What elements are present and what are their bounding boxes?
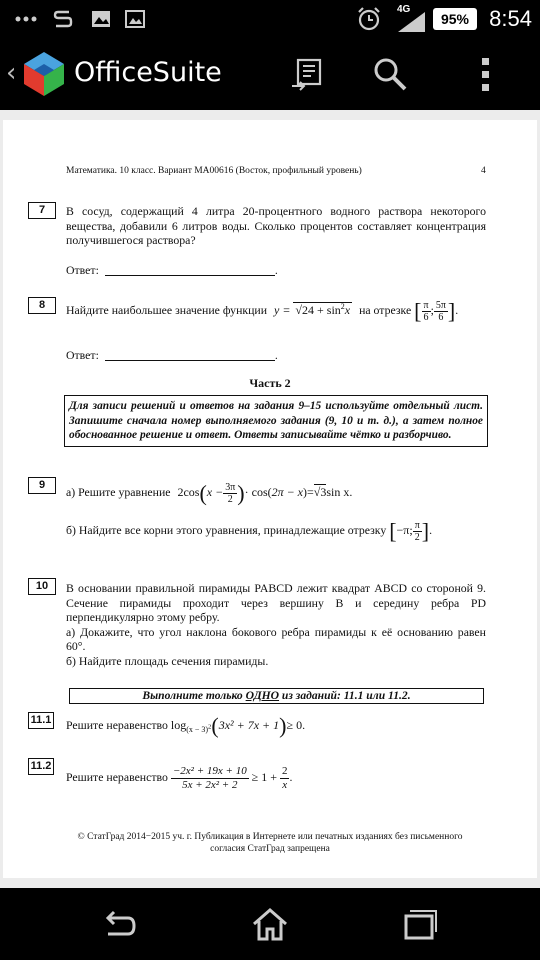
only-word: ОДНО [245,689,280,702]
task-9a-label: а) Решите уравнение [66,485,171,500]
middle: · cos [244,485,268,500]
status-bar [0,0,540,38]
task-8-text: Найдите наибольшее значение функции $y = √24 + \sin^2x$ на отрезке [ $\frac{\pi}{6}$ ; $\frac{5\pi}{6}$ ]. [66,298,459,324]
frac-den: x [282,779,288,791]
navigation-bar [0,888,540,960]
interval-b [434,300,448,323]
frac-den: 2 [414,532,420,543]
task-9b: б) Найдите все корни этого уравнения, принадлежащие отрезку [−π; $\frac{\pi}{2}$ ]. [66,518,433,544]
choose-one-banner [69,688,484,704]
page-number: 4 [481,166,486,176]
officesuite-logo[interactable] [20,50,68,98]
ineq-frac [171,765,249,792]
only-after: из заданий: 11.1 или 11.2. [279,689,411,702]
copyright-footer [3,831,537,855]
task-number-11-1: 11.1 [28,712,54,729]
frac-num: 2 [281,765,288,777]
home-icon[interactable] [250,906,290,942]
document-view-icon[interactable] [288,54,328,94]
tail: ≥ 0. [286,718,306,732]
middle: ≥ 1 + [251,770,278,785]
task-10-line3: б) Найдите площадь сечения пирамиды. [66,653,269,668]
interval-b-den: 6 [438,312,444,323]
recent-apps-icon[interactable] [400,906,440,942]
task-8-mid: на отрезке [359,303,412,318]
b-left: −π; [396,523,413,538]
signal-icon [398,12,426,32]
app-title: OfficeSuite [74,57,222,88]
period: . [289,770,293,785]
func-var: x [344,303,351,318]
frac-3pi-2 [223,482,237,505]
tail: sin x. [326,485,353,500]
up-navigation-icon[interactable]: ‹ [6,58,17,88]
document-page[interactable] [3,120,537,878]
log-base [186,725,211,734]
task-7-answer: Ответ: . [66,263,278,277]
task-number-9: 9 [28,477,56,494]
frac-num: 3π [225,482,236,493]
task-7-text: В сосуд, содержащий 4 литра 20-процентного водного раствора некоторого вещества, добавили 6 литров воды. Сколько процентов составляет концентрация получившегося раствора? [66,204,486,247]
sqrt3: 3 [320,485,327,500]
arg2: 2π − x [271,485,303,500]
task-8-answer: Ответ: . [66,348,278,362]
answer-label: Ответ: [66,348,99,362]
clock: 8:54 [489,6,532,31]
log-arg: 3x² + 7x + 1 [218,718,280,732]
gallery-icon [124,9,146,29]
frac-den: 2 [227,494,233,505]
log-base-exp: 2 [208,723,212,731]
instruction-box: Для записи решений и ответов на задания 9–15 используйте отдельный лист. Запишите сначала номер выполняемого задания (9, 10 и т. д.), а затем полное обоснованное решение и ответ. Ответы записывайте чётко и разборчиво. [64,395,488,447]
app-bar [0,38,540,110]
task-number-8: 8 [28,297,56,314]
back-icon[interactable] [100,906,140,942]
func-exp: 2 [340,302,345,312]
task-number-11-2: 11.2 [28,758,54,775]
search-icon[interactable] [370,54,410,94]
alarm-icon [356,6,382,32]
task-9a: а) Решите уравнение 2cos(x − $\frac{3\pi}{2}$ )· cos(2π − x)=√3sin x. [66,480,353,506]
task-11-2 [66,765,486,792]
log-base-text: (x − 3) [186,725,209,735]
answer-label: Ответ: [66,263,99,277]
document-viewer[interactable] [0,110,540,888]
part-title: Часть 2 [249,376,291,390]
task-11-1-label: Решите неравенство [66,718,168,732]
func-sqrt: $√24 + \sin^2x$ [295,302,351,318]
task-11-2-label: Решите неравенство [66,770,168,785]
task-9b-label: б) Найдите все корни этого уравнения, принадлежащие отрезку [66,523,387,538]
interval-a-num: π [423,300,429,311]
interval-a-den: 6 [423,312,429,323]
task-10-line2: а) Докажите, что угол наклона бокового ребра пирамиды к её основанию равен 60°. [66,624,486,653]
task-10-text [66,581,486,668]
task-11-1: Решите неравенство $\log_{(x - 3)^2}(3x^2 + 7x + 1)\ge 0$. [66,713,306,739]
func-lhs: y = [274,303,291,318]
overflow-menu-icon[interactable] [466,54,506,94]
frac-num: π [414,520,420,531]
task-number-7: 7 [28,202,56,219]
log: log [170,718,187,732]
network-type: 4G [397,4,411,15]
footer-line1: © СтатГрад 2014−2015 уч. г. Публикация в Интернете или печатных изданиях без письменного [77,832,463,842]
coef: 2cos [177,485,200,500]
battery-indicator: 95% [433,8,477,30]
task-number-10: 10 [28,578,56,595]
inner: x − [206,485,224,500]
task-8-prefix: Найдите наибольшее значение функции [66,303,268,318]
period: . [455,303,459,318]
period: . [429,523,433,538]
interval-b-num: 5π [435,300,446,311]
frac-den: 5x + 2x² + 2 [182,779,238,791]
frac-num: −2x² + 19x + 10 [172,765,247,777]
image-icon [90,9,112,29]
only-before: Выполните только [142,689,246,702]
ellipsis-icon [14,9,38,29]
page-header: Математика. 10 класс. Вариант MA00616 (Восток, профильный уровень) [66,166,362,176]
func-radicand: 24 + sin [302,303,341,318]
task-10-line1: В основании правильной пирамиды PABCD лежит квадрат ABCD со стороной 9. Сечение пирамиды проходит через вершину B и середину ребра PD перпендикулярно этому ребру. [66,581,486,624]
answer-line [105,275,275,276]
interval-a [422,300,431,323]
s-app-icon [52,9,74,29]
interval-sep: ; [430,303,434,318]
answer-line [105,360,275,361]
frac-pi-2 [413,520,422,543]
eq: = [306,485,314,500]
footer-line2: согласия СтатГрад запрещена [210,844,330,854]
